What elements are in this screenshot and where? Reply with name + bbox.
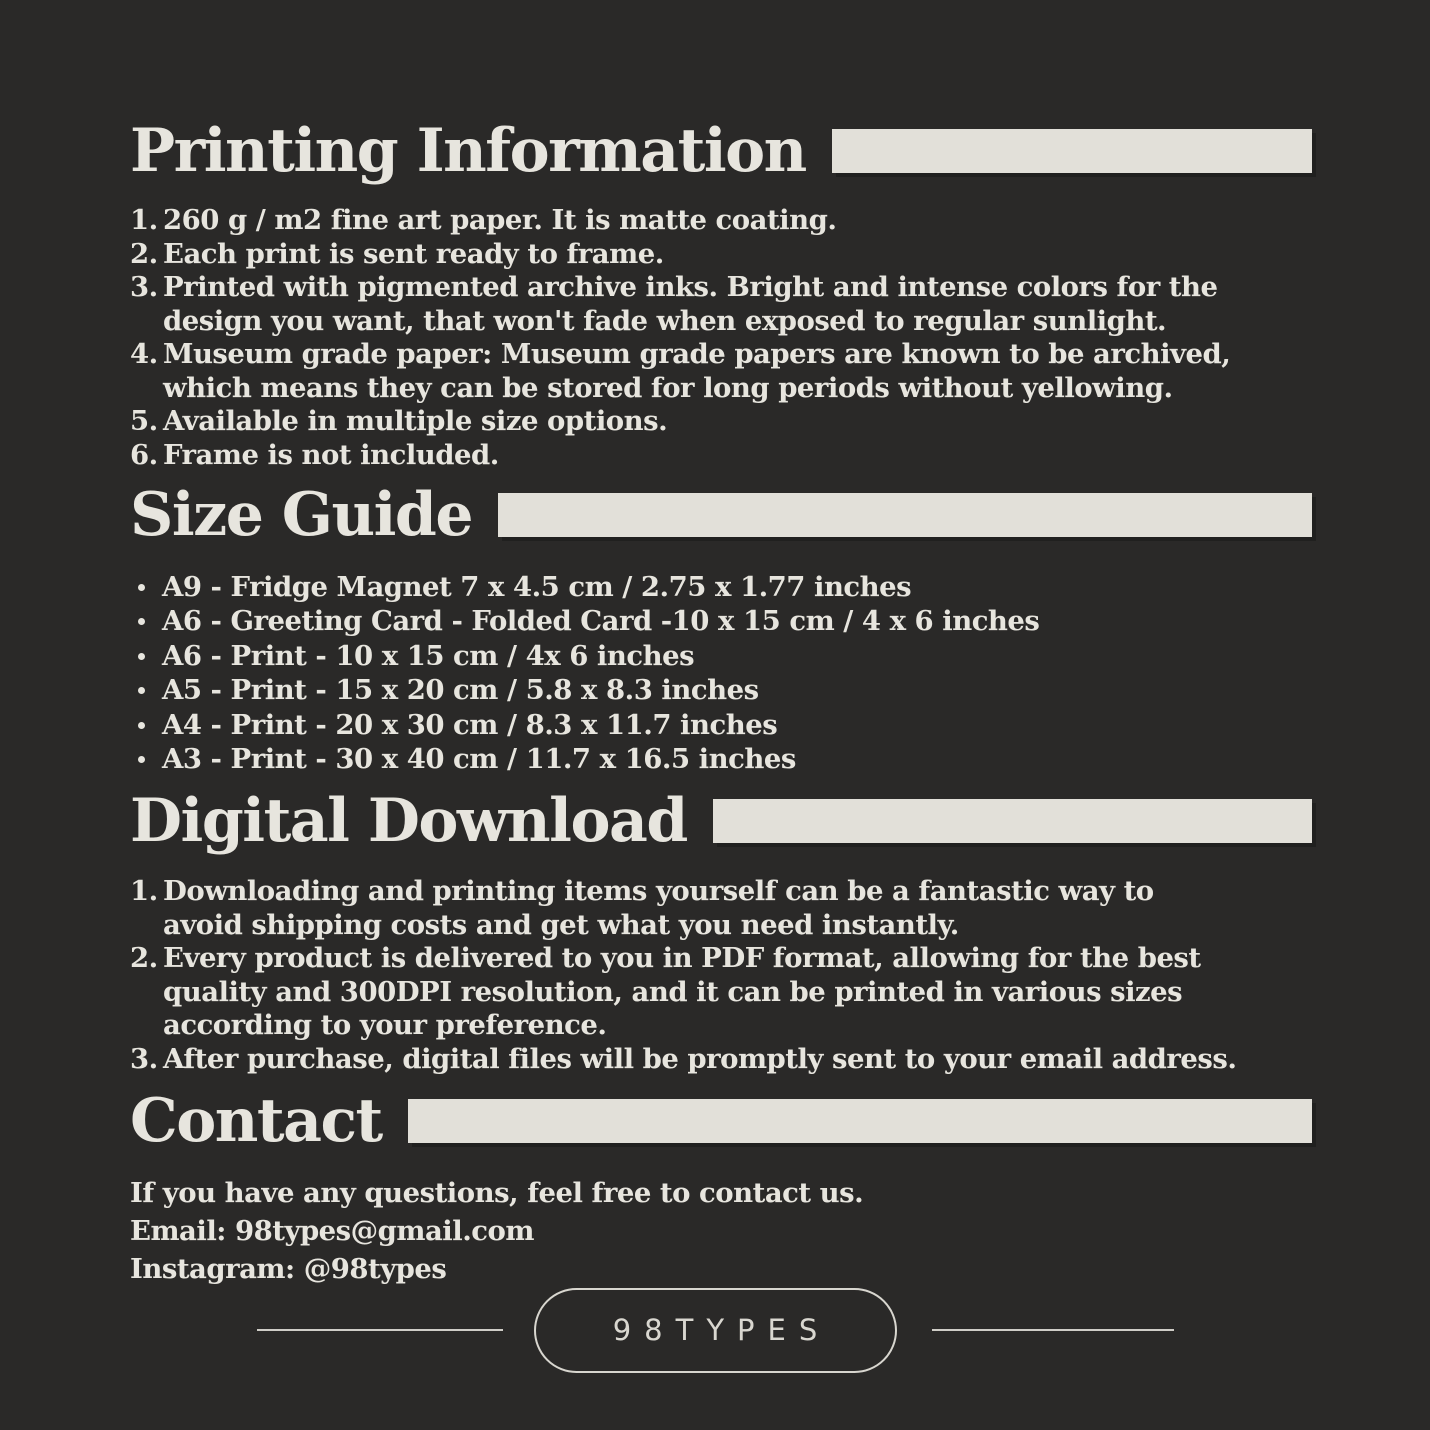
item-line: Frame is not included. (163, 438, 499, 471)
printing-information-title: Printing Information (130, 116, 806, 186)
item-line: Downloading and printing items yourself can be a fantastic way to (163, 875, 1154, 907)
contact-email: Email: 98types@gmail.com (130, 1215, 534, 1247)
bullet-icon (138, 584, 145, 591)
printing-information-header (130, 116, 1312, 186)
printing-information-section (130, 116, 1312, 472)
size-guide-list (130, 570, 1312, 776)
list-item (130, 673, 1312, 707)
item-number: 3. (130, 1042, 158, 1075)
item-number: 3. (130, 271, 158, 303)
item-line: A4 - Print - 20 x 30 cm / 8.3 x 11.7 inches (162, 708, 778, 741)
contact-section (130, 1086, 1312, 1291)
item-line: A5 - Print - 15 x 20 cm / 5.8 x 8.3 inches (162, 674, 759, 707)
footer-left-line (257, 1329, 503, 1331)
list-item (130, 570, 1312, 604)
contact-intro: If you have any questions, feel free to contact us. (130, 1177, 864, 1209)
item-number: 1. (130, 204, 158, 236)
item-number: 2. (130, 942, 158, 974)
footer-right-line (932, 1329, 1174, 1331)
footer (0, 1287, 1430, 1373)
item-line: Available in multiple size options. (163, 405, 668, 437)
item-line: Every product is delivered to you in PDF format, allowing for the best (163, 942, 1201, 974)
title-bar (832, 129, 1312, 173)
item-line: 260 g / m2 fine art paper. It is matte coating. (163, 204, 837, 236)
list-item (130, 1043, 1312, 1077)
list-item (130, 708, 1312, 742)
item-number: 6. (130, 438, 158, 471)
bullet-icon (138, 722, 145, 729)
list-item (130, 405, 1312, 439)
contact-title: Contact (130, 1086, 382, 1156)
title-bar (408, 1099, 1312, 1143)
brand-name: 98TYPES (612, 1313, 831, 1347)
item-line: according to your preference. (163, 1009, 607, 1041)
bullet-icon (138, 756, 145, 763)
size-guide-header (130, 480, 1312, 550)
bullet-icon (138, 653, 145, 660)
item-number: 2. (130, 237, 158, 270)
title-bar (713, 799, 1312, 843)
list-item (130, 639, 1312, 673)
digital-download-title: Digital Download (130, 786, 687, 856)
digital-download-section (130, 786, 1312, 1076)
item-line: A6 - Greeting Card - Folded Card -10 x 15 cm / 4 x 6 inches (162, 605, 1040, 638)
item-line: A3 - Print - 30 x 40 cm / 11.7 x 16.5 inches (162, 743, 796, 776)
size-guide-section (130, 480, 1312, 776)
list-item (130, 604, 1312, 638)
item-line: Museum grade paper: Museum grade papers are known to be archived, (163, 338, 1231, 370)
item-line: A9 - Fridge Magnet 7 x 4.5 cm / 2.75 x 1.77 inches (162, 571, 912, 603)
bullet-icon (138, 618, 145, 625)
list-item (130, 742, 1312, 776)
digital-download-header (130, 786, 1312, 856)
item-line: avoid shipping costs and get what you need instantly. (163, 908, 959, 941)
item-number: 1. (130, 875, 158, 907)
item-number: 5. (130, 405, 158, 437)
list-item (130, 875, 1312, 942)
contact-lines (130, 1177, 1312, 1286)
item-line: which means they can be stored for long periods without yellowing. (163, 371, 1173, 404)
digital-download-list (130, 875, 1312, 1076)
item-line: design you want, that won't fade when exposed to regular sunlight. (163, 304, 1167, 337)
list-item (130, 271, 1312, 338)
list-item (130, 942, 1312, 1043)
printing-information-list (130, 204, 1312, 472)
item-line: After purchase, digital files will be promptly sent to your email address. (163, 1042, 1237, 1075)
list-item (130, 204, 1312, 238)
size-guide-title: Size Guide (130, 480, 473, 550)
item-number: 4. (130, 338, 158, 370)
list-item (130, 238, 1312, 272)
title-bar (498, 493, 1312, 537)
item-line: quality and 300DPI resolution, and it can be printed in various sizes (163, 975, 1183, 1008)
list-item (130, 338, 1312, 405)
bullet-icon (138, 687, 145, 694)
item-line: Printed with pigmented archive inks. Bright and intense colors for the (163, 271, 1218, 303)
contact-header (130, 1086, 1312, 1156)
item-line: A6 - Print - 10 x 15 cm / 4x 6 inches (162, 639, 695, 672)
contact-instagram: Instagram: @98types (130, 1253, 447, 1285)
item-line: Each print is sent ready to frame. (163, 237, 664, 270)
list-item (130, 439, 1312, 473)
brand-pill (534, 1288, 897, 1373)
